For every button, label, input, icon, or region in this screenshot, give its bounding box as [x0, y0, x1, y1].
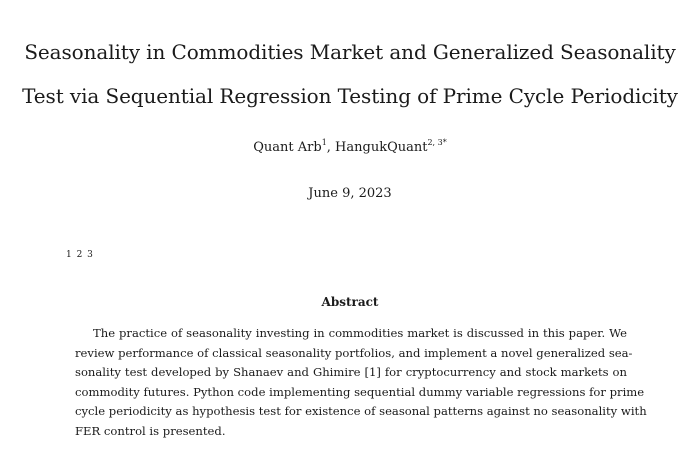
author-affiliation-2: 2, 3* [427, 138, 447, 147]
paper-title-line-1: Seasonality in Commodities Market and Generalized Seasonality [24, 40, 676, 64]
author-separator: , [326, 140, 336, 155]
footnote-marks: 1 2 3 [66, 250, 94, 260]
author-list [0, 140, 700, 155]
author-name-1: Quant Arb [253, 140, 322, 155]
abstract-line: FER control is presented. [75, 423, 226, 438]
author-affiliation-1: 1 [321, 138, 327, 147]
abstract-line: commodity futures. Python code implementing sequential dummy variable regressions for prime [75, 384, 645, 399]
author-name-2: HangukQuant [335, 140, 428, 155]
abstract-line: sonality test developed by Shanaev and Ghimire [1] for cryptocurrency and stock markets on [75, 365, 627, 380]
abstract-line: cycle periodicity as hypothesis test for existence of seasonal patterns against no seasonality with [75, 404, 647, 419]
paper-title-line-2: Test via Sequential Regression Testing of Prime Cycle Periodicity [22, 84, 678, 108]
abstract-line: The practice of seasonality investing in commodities market is discussed in this paper. We [93, 326, 627, 340]
publication-date: June 9, 2023 [308, 186, 392, 201]
abstract-line: review performance of classical seasonality portfolios, and implement a novel generalized sea- [75, 345, 633, 360]
abstract-body [75, 324, 647, 442]
abstract-heading: Abstract [321, 295, 379, 309]
